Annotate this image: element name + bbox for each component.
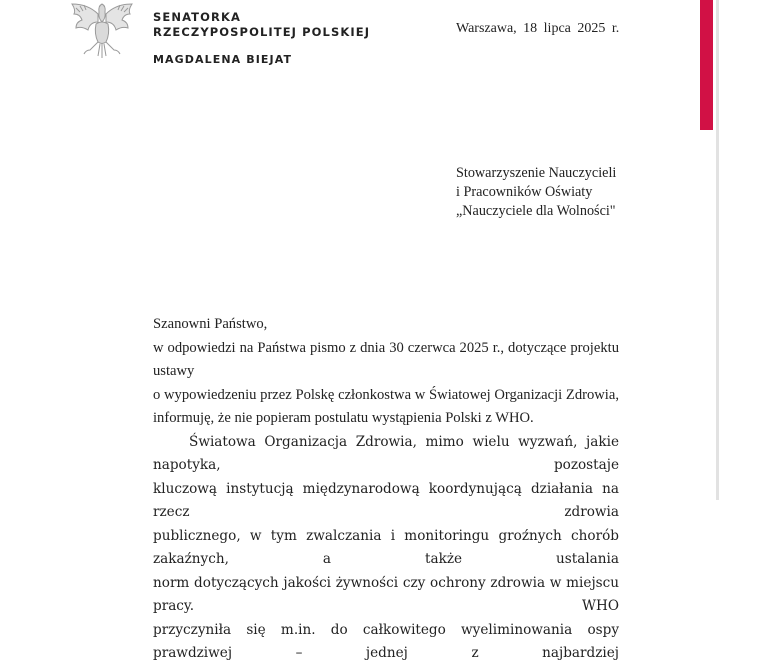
recipient-line3: „Nauczyciele dla Wolności"	[456, 203, 616, 219]
para2-line1: Światowa Organizacja Zdrowia, mimo wielu wyzwań, jakie napotyka, pozostaje	[153, 433, 619, 473]
para2-line2: kluczową instytucją międzynarodową koordynującą działania na rzecz zdrowia	[153, 480, 619, 520]
letterhead-senator-name: MAGDALENA BIEJAT	[153, 53, 293, 66]
recipient-line2: i Pracowników Oświaty	[456, 184, 593, 200]
recipient-line1: Stowarzyszenie Nauczycieli	[456, 165, 617, 181]
salutation: Szanowni Państwo,	[153, 316, 268, 332]
para2-line3: publicznego, w tym zwalczania i monitoringu groźnych chorób zakaźnych, a także ustalania	[153, 527, 619, 567]
letterhead-title-line2: RZECZYPOSPOLITEJ POLSKIEJ	[153, 25, 371, 39]
letterhead-title-line1: SENATORKA	[153, 10, 241, 24]
para1-line2: o wypowiedzeniu przez Polskę członkostwa w Światowej Organizacji Zdrowia,	[153, 386, 619, 403]
para2-line4: norm dotyczących jakości żywności czy ochrony zdrowia w miejscu pracy. WHO	[153, 574, 619, 614]
para1-line3: informuję, że nie popieram postulatu wystąpienia Polski z WHO.	[153, 410, 534, 426]
para1-line1: w odpowiedzi na Państwa pismo z dnia 30 czerwca 2025 r., dotyczące projektu ustawy	[153, 339, 619, 379]
page-edge-scrollbar[interactable]	[716, 0, 719, 500]
letter-date: Warszawa, 18 lipca 2025 r.	[456, 21, 620, 36]
recipient-address	[456, 164, 616, 221]
letter-body	[153, 313, 619, 666]
accent-bar	[700, 0, 713, 130]
para2-line5: przyczyniła się m.in. do całkowitego wyeliminowania ospy prawdziwej – jednej z najbardziej	[153, 621, 619, 661]
polish-eagle-emblem-icon	[62, 0, 142, 62]
